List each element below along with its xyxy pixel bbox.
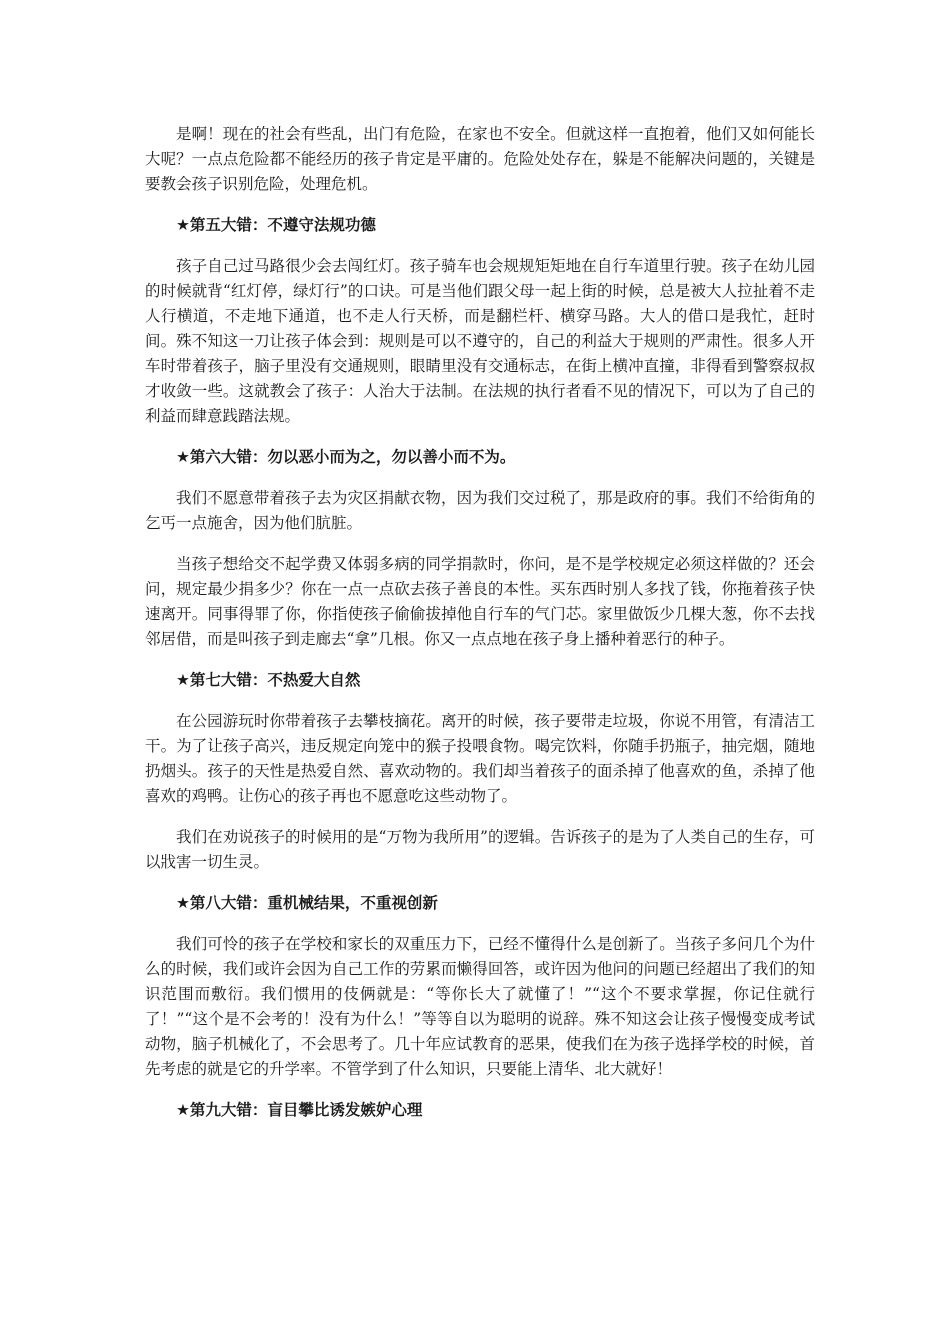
paragraph-donation: 我们不愿意带着孩子去为灾区捐献衣物，因为我们交过税了，那是政府的事。我们不给街角的乞丐一点施舍，因为他们肮脏。 [145,489,815,532]
paragraph-logic: 我们在劝说孩子的时候用的是“万物为我所用”的逻辑。告诉孩子的是为了人类自己的生存，可以戕害一切生灵。 [145,828,815,871]
document-page [145,122,815,1139]
paragraph-traffic-rules: 孩子自己过马路很少会去闯红灯。孩子骑车也会规规矩矩地在自行车道里行驶。孩子在幼儿园的时候就背“红灯停，绿灯行”的口诀。可是当他们跟父母一起上街的时候，总是被大人拉扯着不走人行横道，不走地下通道，也不走人行天桥，而是翻栏杆、横穿马路。大人的借口是我忙，赶时间。殊不知这一刀让孩子体会到：规则是可以不遵守的，自己的利益大于规则的严肃性。很多人开车时带着孩子，脑子里没有交通规则，眼睛里没有交通标志，在街上横冲直撞，非得看到警察叔叔才收敛一些。这就教会了孩子：人治大于法制。在法规的执行者看不见的情况下，可以为了自己的利益而肆意践踏法规。 [145,257,815,425]
heading-sixth-mistake: ★第六大错：勿以恶小而为之，勿以善小而不为。 [176,448,516,466]
heading-fifth-mistake: ★第五大错：不遵守法规功德 [176,216,376,234]
heading-seventh-mistake: ★第七大错：不热爱大自然 [176,671,361,689]
heading-ninth-mistake: ★第九大错：盲目攀比诱发嫉妒心理 [176,1101,423,1119]
paragraph-danger: 是啊！现在的社会有些乱，出门有危险，在家也不安全。但就这样一直抱着，他们又如何能长大呢？一点点危险都不能经历的孩子肯定是平庸的。危险处处存在，躲是不能解决问题的，关键是要教会孩子识别危险，处理危机。 [145,125,815,193]
paragraph-kindness: 当孩子想给交不起学费又体弱多病的同学捐款时，你问，是不是学校规定必须这样做的？还会问，规定最少捐多少？你在一点一点砍去孩子善良的本性。买东西时别人多找了钱，你拖着孩子快速离开。同事得罪了你，你指使孩子偷偷拔掉他自行车的气门芯。家里做饭少几棵大葱，你不去找邻居借，而是叫孩子到走廊去“拿”几根。你又一点点地在孩子身上播种着恶行的种子。 [145,555,815,648]
paragraph-nature: 在公园游玩时你带着孩子去攀枝摘花。离开的时候，孩子要带走垃圾，你说不用管，有清洁工干。为了让孩子高兴，违反规定向笼中的猴子投喂食物。喝完饮料，你随手扔瓶子，抽完烟，随地扔烟头。孩子的天性是热爱自然、喜欢动物的。我们却当着孩子的面杀掉了他喜欢的鱼，杀掉了他喜欢的鸡鸭。让伤心的孩子再也不愿意吃这些动物了。 [145,712,815,805]
paragraph-innovation: 我们可怜的孩子在学校和家长的双重压力下，已经不懂得什么是创新了。当孩子多问几个为什么的时候，我们或许会因为自己工作的劳累而懒得回答，或许因为他问的问题已经超出了我们的知识范围而敷衍。我们惯用的伎俩就是：“等你长大了就懂了！”“这个不要求掌握，你记住就行了！”“这个是不会考的！没有为什么！”等等自以为聪明的说辞。殊不知这会让孩子慢慢变成考试动物，脑子机械化了，不会思考了。几十年应试教育的恶果，使我们在为孩子选择学校的时候，首先考虑的就是它的升学率。不管学到了什么知识，只要能上清华、北大就好！ [145,935,815,1078]
heading-eighth-mistake: ★第八大错：重机械结果，不重视创新 [176,894,438,912]
